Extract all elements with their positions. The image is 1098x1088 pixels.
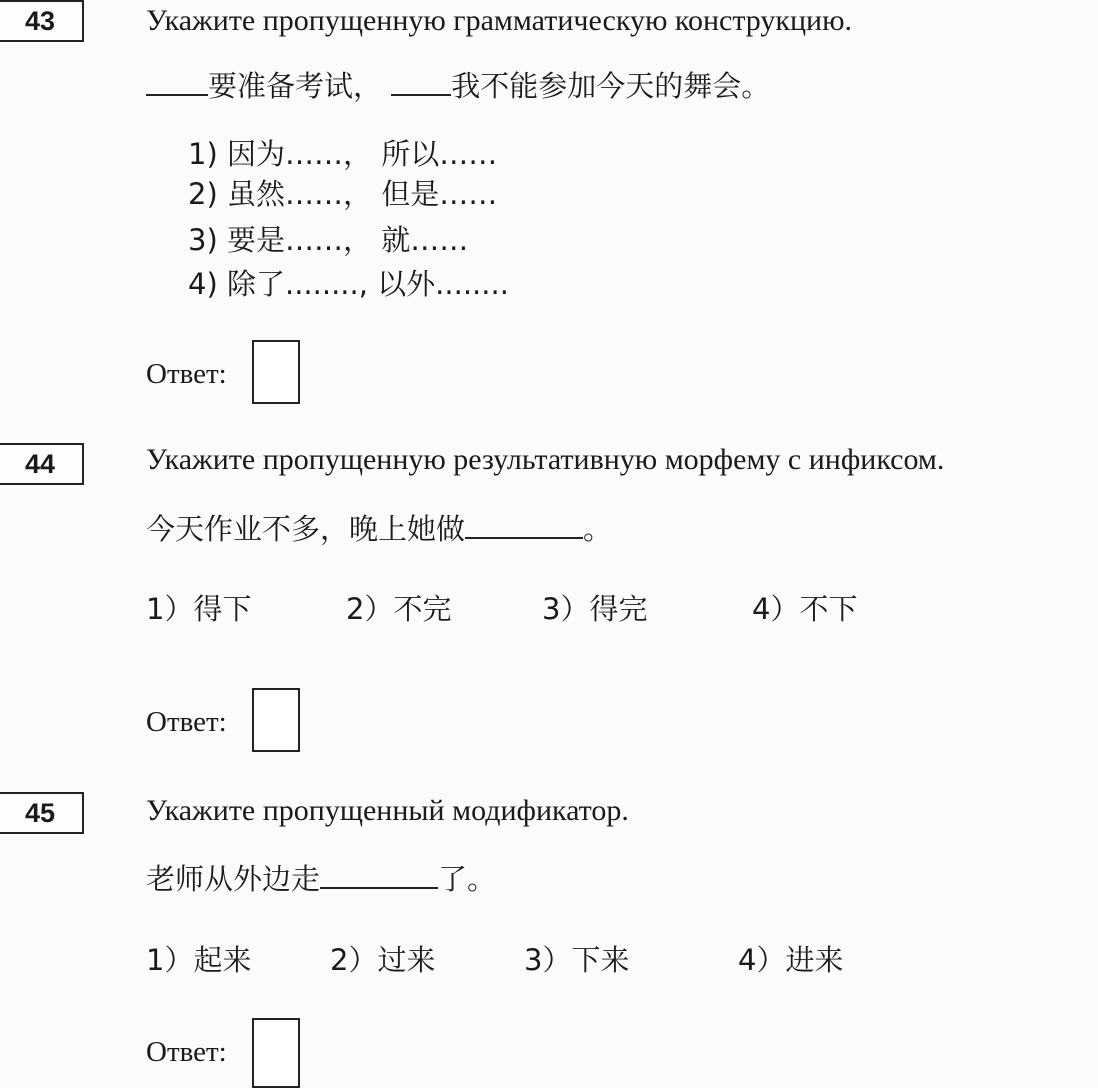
sentence-part-2: 了。 — [438, 862, 497, 896]
answer-label: Ответ: — [146, 1036, 227, 1068]
question-44-sentence — [146, 507, 612, 548]
question-number-45: 45 — [0, 792, 84, 834]
answer-label: Ответ: — [146, 358, 227, 390]
question-43-sentence — [146, 64, 770, 105]
blank — [465, 513, 583, 539]
option-3: 3）得完 — [542, 592, 648, 626]
question-44-instruction: Укажите пропущенную результативную морфему с инфиксом. — [146, 443, 945, 476]
answer-box-44[interactable] — [252, 688, 300, 752]
answer-label: Ответ: — [146, 706, 227, 738]
answer-box-43[interactable] — [252, 340, 300, 404]
sentence-part-2: 我不能参加今天的舞会。 — [451, 69, 771, 103]
option-3: 3）下来 — [524, 943, 630, 977]
blank — [320, 863, 438, 889]
option-2: 2) 虽然……， 但是…… — [188, 177, 498, 211]
blank-2 — [391, 70, 451, 96]
option-2: 2）过来 — [330, 943, 436, 977]
sentence-part-1: 老师从外边走 — [146, 862, 321, 896]
option-4: 4）进来 — [738, 943, 844, 977]
question-45-sentence — [146, 857, 496, 898]
option-3: 3) 要是……， 就…… — [188, 223, 469, 257]
sentence-part-2: 。 — [583, 512, 613, 546]
option-2: 2）不完 — [346, 592, 452, 626]
sentence-part-1: 今天作业不多，晚上她做 — [146, 512, 466, 546]
question-number-44: 44 — [0, 443, 84, 485]
question-45-instruction: Укажите пропущенный модификатор. — [146, 794, 629, 827]
question-number-43: 43 — [0, 0, 84, 42]
question-43-instruction: Укажите пропущенную грамматическую конструкцию. — [146, 4, 853, 37]
answer-box-45[interactable] — [252, 1018, 300, 1088]
option-1: 1）得下 — [146, 592, 252, 626]
option-1: 1) 因为……， 所以…… — [188, 137, 498, 171]
option-4: 4）不下 — [752, 592, 858, 626]
blank-1 — [146, 70, 208, 96]
option-1: 1）起来 — [146, 943, 252, 977]
option-4: 4) 除了........, 以外........ — [188, 267, 509, 301]
sentence-part-1: 要准备考试， — [208, 69, 383, 103]
